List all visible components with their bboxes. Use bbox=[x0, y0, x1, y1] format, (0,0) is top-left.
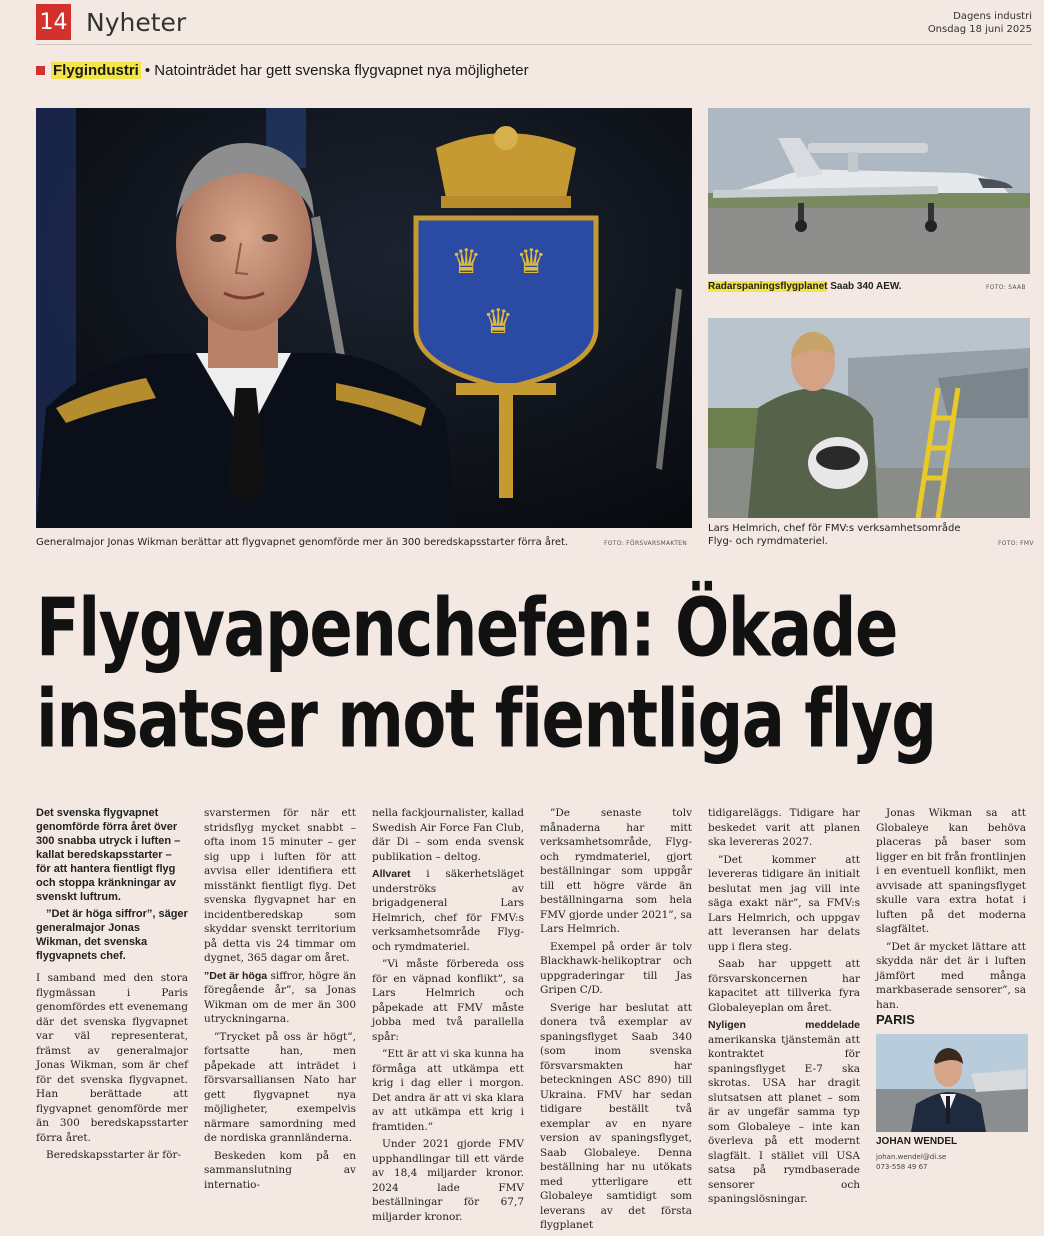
paragraph: ”Ett är att vi ska kunna ha förmåga att utkämpa ett krig i dag eller i morgon. Det andra är att vi ska klara av att utkämpa ett krig i framtiden.” bbox=[372, 1048, 524, 1133]
publication-date: Onsdag 18 juni 2025 bbox=[927, 24, 1032, 35]
paragraph: I samband med den stora flygmässan i Paris genomfördes ett evenemang där det svenska flygvapnet var väl representerat, främst av generalmajor Jonas Wikman, som är chef för det svenska flygvapnet. Han berättade att flygvapnet genomförde mer än 300 beredskapsstarter förra året. bbox=[36, 972, 188, 1144]
author-email[interactable]: johan.wendel@di.se bbox=[876, 1153, 947, 1161]
author-contact bbox=[876, 1152, 946, 1172]
plane-caption-highlight: Radarspaningsflygplanet bbox=[708, 281, 828, 292]
author-phone: 073-558 49 67 bbox=[876, 1163, 928, 1171]
kicker-text: • Natointrädet har gett svenska flygvapnet nya möjligheter bbox=[144, 62, 529, 79]
article-column-5 bbox=[708, 806, 860, 1210]
author-photo bbox=[876, 1034, 1028, 1132]
lead-quote: ”Det är höga siffror”, säger generalmajor Jonas Wikman, det svenska flygvapnets chef. bbox=[36, 908, 188, 962]
paragraph: ”Det kommer att levereras tidigare än initialt beslutat men jag vill inte säga exakt när”, sa FMV:s Lars Helmrich, och uppgav att leveransen har delats upp i flera steg. bbox=[708, 853, 860, 953]
paragraph bbox=[204, 969, 356, 1027]
article-column-6 bbox=[876, 806, 1026, 1015]
plane-caption bbox=[708, 280, 978, 293]
publication-info bbox=[928, 10, 1032, 36]
pilot-caption: Lars Helmrich, chef för FMV:s verksamhetsområde Flyg- och rymdmateriel. bbox=[708, 523, 961, 547]
paragraph: Saab har uppgett att försvarskoncernen har kapacitet att tillverka fyra Globaleyeplan om året. bbox=[708, 958, 860, 1014]
article-column-2 bbox=[204, 806, 356, 1195]
paragraph: Beredskapsstarter är för- bbox=[46, 1149, 182, 1161]
paragraph: nella fackjournalister, kallad Swedish Air Force Fan Club, där Di – som enda svensk publikation – deltog. bbox=[372, 807, 524, 863]
paragraph: Sverige har beslutat att donera två exemplar av spaningsflyget Saab 340 (som inom svenska försvarsmakten har beteckningen ASC 890) till Ukraina. FMV har sedan tidigare beställt två exemplar av en nyare version av spaningsflyget, Saab Globaleye. Denna beställning har nu utökats med ytterligare ett Globaleye samtidigt som leverans av det första flygplanet bbox=[540, 1001, 692, 1231]
paragraph: ”Vi måste förbereda oss för en väpnad konflikt”, sa Lars Helmrich och påpekade att FMV måste jobba med två parallella spår: bbox=[372, 958, 524, 1043]
publication-name: Dagens industri bbox=[953, 11, 1032, 22]
plane-photo-credit: FOTO: SAAB bbox=[986, 284, 1026, 291]
paragraph: Exempel på order är tolv Blackhawk-helikoptrar och uppgraderingar till Jas Gripen C/D. bbox=[540, 940, 692, 996]
paragraph: Jonas Wikman sa att Globaleye kan behöva placeras på baser som ligger en bit från frontlinjen i en eventuell konflikt, men avvisade att spaningsflyget skulle vara extra hotat i luften på det moderna slagfältet. bbox=[876, 807, 1026, 935]
paragraph: ”Trycket på oss är högt”, fortsatte han, men påpekade att inträdet i försvarsalliansen Nato har gett flygvapnet nya möjligheter, exempelvis närmare samordning med de nordiska grannländerna. bbox=[204, 1030, 356, 1144]
main-photo-caption: Generalmajor Jonas Wikman berättar att flygvapnet genomförde mer än 300 beredskapsstarter förra året. bbox=[36, 537, 569, 548]
paragraph-text: siffror, högre än föregående år”, sa Jonas Wikman om de mer än 300 utryckningarna. bbox=[204, 969, 356, 1025]
dateline: PARIS bbox=[876, 1012, 915, 1027]
paragraph: tidigareläggs. Tidigare har beskedet varit att planen ska levereras 2027. bbox=[708, 807, 860, 848]
paragraph: ”Det är mycket lättare att skydda när det är i luften jämfört med många markbaserade sensorer”, sa han. bbox=[876, 940, 1026, 1011]
paragraph bbox=[372, 867, 524, 954]
main-photo bbox=[36, 108, 692, 528]
paragraph-text: i säkerhetsläget underströks av brigadgeneral Lars Helmrich, chef för FMV:s verksamhetsområde Flyg- och rymdmateriel. bbox=[372, 868, 524, 953]
kicker-tag: Flygindustri bbox=[53, 62, 139, 79]
svg-text:♛: ♛ bbox=[451, 242, 482, 282]
main-photo-credit: FOTO: FÖRSVARSMAKTEN bbox=[604, 540, 688, 547]
svg-text:♛: ♛ bbox=[516, 242, 547, 282]
svg-text:♛: ♛ bbox=[483, 302, 514, 342]
lead-paragraph: Det svenska flygvapnet genomförde förra året över 300 snabba utryck i luften – kallat beredskapsstarter – för att hantera fientligt flyg och stoppa kränkningar av svenskt luftrum. bbox=[36, 807, 181, 903]
plane-caption-text: Saab 340 AEW. bbox=[827, 281, 902, 292]
page-number: 14 bbox=[36, 4, 71, 40]
page-header bbox=[36, 4, 1032, 45]
author-name: JOHAN WENDEL bbox=[876, 1136, 958, 1147]
section-title: Nyheter bbox=[86, 8, 187, 37]
article-column-1 bbox=[36, 806, 188, 1166]
paragraph-opener: ”Det är höga bbox=[204, 969, 268, 982]
kicker bbox=[36, 62, 529, 79]
article-column-4 bbox=[540, 806, 692, 1236]
headline: Flygvapenchefen: Ökade insatser mot fientliga flyg bbox=[36, 582, 936, 767]
pilot-photo-credit: FOTO: FMV bbox=[998, 540, 1034, 547]
paragraph: ”De senaste tolv månaderna har mitt verksamhetsområde, Flyg- och rymdmateriel, gjort beställningar som uppgår till ett högre värde än beställningarna som hela FMV gjorde under 2021”, sa Lars Helmrich. bbox=[540, 807, 692, 935]
red-square-icon bbox=[36, 66, 45, 75]
paragraph-opener: Nyligen meddelade bbox=[708, 1019, 860, 1031]
plane-photo bbox=[708, 108, 1030, 274]
paragraph-opener: Allvaret bbox=[372, 868, 411, 880]
paragraph bbox=[708, 1018, 860, 1207]
paragraph: Beskeden kom på en sammanslutning av internatio- bbox=[204, 1149, 356, 1191]
article-column-3 bbox=[372, 806, 524, 1227]
paragraph: Under 2021 gjorde FMV upphandlingar till ett värde av 18,4 miljarder kronor. 2024 lade FMV beställningar för 67,7 miljarder kronor. bbox=[372, 1138, 524, 1223]
paragraph: svarstermen för när ett stridsflyg mycket snabbt – ofta inom 15 minuter – ger sig upp i luften för att avvisa eller identifiera ett misstänkt fientligt flyg. Det svenska flygvapnet har en incidentberedskap som skyddar svenskt territorium på detta vis 24 timmar om dygnet, 365 dagar om året. bbox=[204, 807, 356, 964]
pilot-photo bbox=[708, 318, 1030, 518]
paragraph-text: amerikanska tjänstemän att kontraktet för spaningsflyget E-7 ska skrotas. USA har dragit slutsatsen att planet – som är av ungefär samma typ som Globaleye – inte kan överleva på ett modernt slagfält. I stället vill USA satsa på rymdbaserade sensorer och spaningslösningar. bbox=[708, 1033, 860, 1205]
